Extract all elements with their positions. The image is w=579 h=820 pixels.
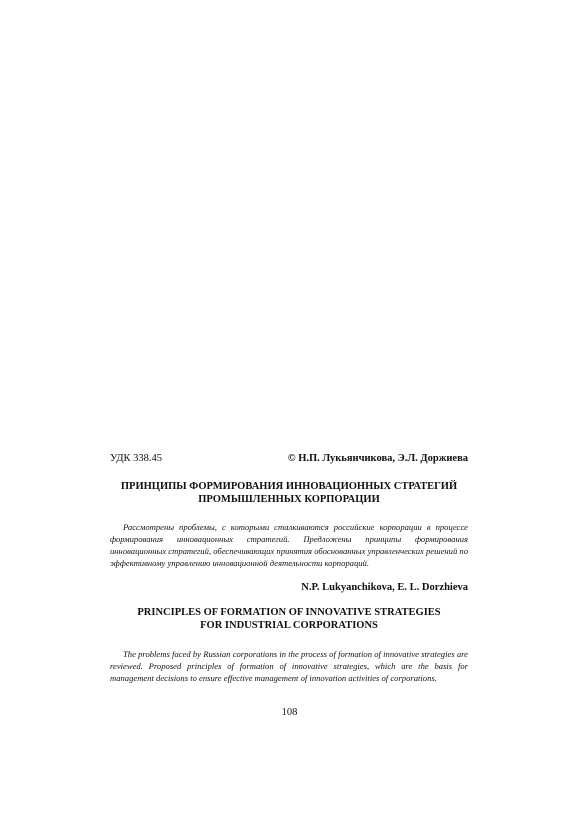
title-en <box>110 606 468 632</box>
abstract-ru: Рассмотрены проблемы, с которыми сталкиваются российские корпорации в процессе формирования инновационных стратегий. Предложены принципы формирования инновационных стратегий, обеспечивающих принятия обоснованных управленческих решений по эффективному управлению инновационной деятельности корпораций. <box>110 522 468 568</box>
title-ru <box>110 480 468 506</box>
udk-code: УДК 338.45 <box>110 453 163 464</box>
page-number: 108 <box>281 707 298 718</box>
authors-en: N.P. Lukyanchikova, E. L. Dorzhieva <box>301 582 468 593</box>
udk-row <box>110 452 468 466</box>
title-ru-line-2: ПРОМЫШЛЕННЫХ КОРПОРАЦИИ <box>198 494 380 505</box>
article-header-block <box>110 452 468 684</box>
title-en-line-1: PRINCIPLES OF FORMATION OF INNOVATIVE STRATEGIES <box>137 607 441 618</box>
authors-ru: © Н.П. Лукьянчикова, Э.Л. Доржиева <box>287 453 468 464</box>
title-en-line-2: FOR INDUSTRIAL CORPORATIONS <box>200 620 378 631</box>
title-ru-line-1: ПРИНЦИПЫ ФОРМИРОВАНИЯ ИННОВАЦИОННЫХ СТРАТЕГИЙ <box>120 481 458 492</box>
abstract-en: The problems faced by Russian corporations in the process of formation of innovative strategies are reviewed. Proposed principles of formation of innovative strategies, which are the basis for management decisions to ensure effective management of innovation activities of corporations. <box>110 649 468 683</box>
